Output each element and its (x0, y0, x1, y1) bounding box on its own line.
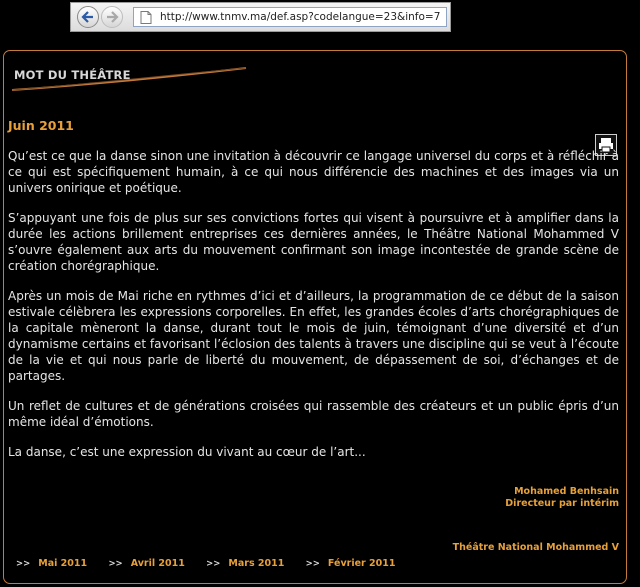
address-bar[interactable] (133, 7, 447, 27)
section-title: MOT DU THÉÂTRE (14, 68, 131, 82)
article-body (8, 148, 619, 474)
signature-block (505, 486, 619, 510)
arrow-right-icon (105, 10, 119, 24)
chevron-icon: >> (16, 559, 31, 569)
article-paragraph: S’appuyant une fois de plus sur ses convictions fortes qui visent à poursuivre et à amplifier dans la durée les actions brillement entreprises ces dernières années, le Théâtre National Mohammed V s’ouvre également aux arts du mouvement confirmant son image incontestée de grande scène de création chorégraphique. (8, 211, 619, 273)
archive-link[interactable]: Mars 2011 (228, 558, 285, 569)
browser-toolbar (70, 2, 451, 32)
back-button[interactable] (77, 6, 99, 28)
chevron-icon: >> (305, 559, 320, 569)
page-icon (140, 11, 152, 24)
article-paragraph: Après un mois de Mai riche en rythmes d’ici et d’ailleurs, la programmation de ce début de la saison estivale célèbrera les expressions corporelles. En effet, les grandes écoles d’arts chorégraphiques de la capitale mèneront la danse, durant tout le mois de juin, témoignant d’une diversité et d’un dynamisme certains et favorisant l’éclosion des talents à travers une discipline qui se veut à l’écoute de la vie et qui nous parle de liberté du mouvement, de dépassement de soi, d’échanges et de partages. (8, 289, 619, 383)
signature-name: Mohamed Benhsain (514, 486, 619, 497)
article-date: Juin 2011 (8, 118, 74, 133)
url-text: http://www.tnmv.ma/def.asp?codelangue=23&info=7 (160, 11, 441, 23)
archive-nav (16, 558, 413, 569)
archive-link[interactable]: Février 2011 (327, 558, 396, 569)
chevron-icon: >> (206, 559, 221, 569)
institution-name: Théâtre National Mohammed V (452, 542, 619, 553)
arrow-left-icon (81, 10, 95, 24)
signature-role: Directeur par intérim (505, 498, 619, 509)
article-paragraph: Un reflet de cultures et de générations croisées qui rassemble des créateurs et un public épris d’un même idéal d’émotions. (8, 399, 619, 429)
article-paragraph: La danse, c’est une expression du vivant au cœur de l’art... (8, 445, 366, 459)
archive-link[interactable]: Mai 2011 (38, 558, 88, 569)
forward-button[interactable] (101, 6, 123, 28)
archive-link[interactable]: Avril 2011 (130, 558, 185, 569)
chevron-icon: >> (108, 559, 123, 569)
article-paragraph: Qu’est ce que la danse sinon une invitation à découvrir ce langage universel du corps et à réfléchir à ce qui est spécifiquement humain, à ce qui nous différencie des machines et des images via un univers onirique et poétique. (8, 149, 619, 195)
